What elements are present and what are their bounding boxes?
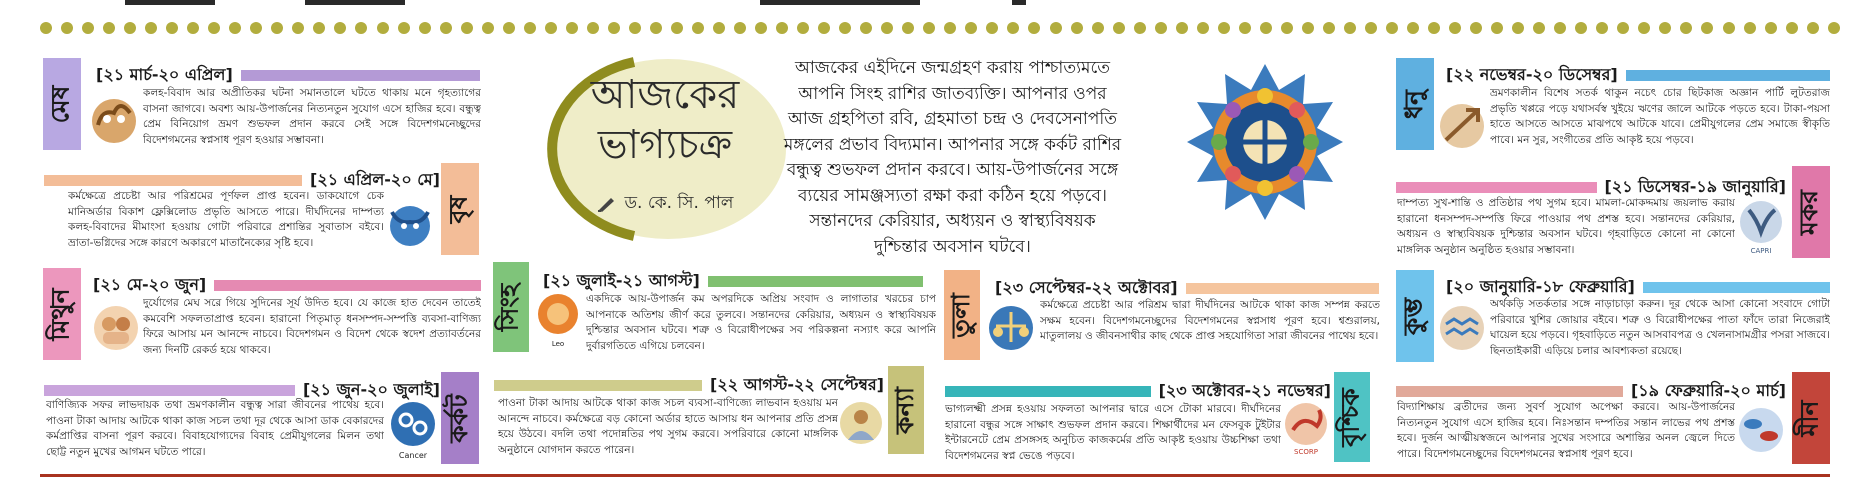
cropped-image-fragment bbox=[125, 0, 215, 5]
divider-dot bbox=[503, 22, 515, 34]
divider-dot bbox=[1723, 22, 1735, 34]
sign-header-mesh bbox=[96, 62, 480, 89]
header-bar bbox=[945, 386, 1151, 397]
sign-text: দাম্পত্য সুখ-শান্তি ও প্রতিষ্ঠার পথ সুগম হবে। মামলা-মোকদ্দমায় জয়লাভ করায় হারানো ধনসম্পদ-সম্পত্তি ফিরে পাওয়ার পথ প্রশস্ত হবে। সন্তানদের কেরিয়ার, অধ্যয়ন ও স্বাস্থ্যবিষয়ক দুশ্চিন্তার অবসান ঘটবে। গৃহবাড়িতে কোনো না কোনো মাঙ্গলিক অনুষ্ঠান অনুষ্ঠিত হওয়ার সম্ভাবনা। bbox=[1397, 197, 1735, 256]
divider-dot bbox=[671, 22, 683, 34]
divider-dot bbox=[1176, 22, 1188, 34]
divider-dot bbox=[482, 22, 494, 34]
divider-dot bbox=[1365, 22, 1377, 34]
divider-dot bbox=[902, 22, 914, 34]
cancer-icon bbox=[388, 400, 438, 460]
divider-dot bbox=[776, 22, 788, 34]
sign-tag-brishchik bbox=[1334, 372, 1370, 462]
divider-dot bbox=[1323, 22, 1335, 34]
cropped-image-fragment bbox=[1012, 0, 1026, 5]
sign-tag-tula bbox=[944, 270, 980, 360]
sign-tag-mesh bbox=[43, 58, 81, 150]
divider-dot bbox=[208, 22, 220, 34]
sign-text: ভ্রমণকালীন বিশেষ সতর্ক থাকুন নচেৎ চোর ছিটকাজ অজ্ঞান পার্টি লুটতরাজ প্রভৃতি খপ্পরে পড়ে যথাসর্বস্ব খুইয়ে ঋণের জালে আটকে পড়তে হবে। টাকা-পয়সা হাতে আসতে আসতে মাঝপথে আটকে যাবে। প্রেমীযুগলের প্রেম সমাজে স্বীকৃতি পাবে। মন সুর, সংগীতের প্রতি আকৃষ্ট হয়ে পড়বে। bbox=[1490, 87, 1830, 146]
divider-dot bbox=[82, 22, 94, 34]
divider-dot bbox=[124, 22, 136, 34]
divider-dot bbox=[1092, 22, 1104, 34]
feature-title-line: ভাগ্যচক্র bbox=[597, 122, 733, 168]
divider-dot bbox=[229, 22, 241, 34]
leo-icon bbox=[535, 292, 581, 348]
divider-dot bbox=[881, 22, 893, 34]
divider-dot bbox=[355, 22, 367, 34]
divider-dot bbox=[818, 22, 830, 34]
sign-text: কলহ-বিবাদ আর অপ্রীতিকর ঘটনা সমানতালে ঘটতে থাকায় মনে গৃহত্যাগের বাসনা জাগবে। অবশ্য আয়-উপার্জনের নিত্যনতুন সুযোগ এসে হাজির হবে। বন্ধুত্ব প্রেম বিনিয়োগ ভ্রমণ শুভফল প্রদান করবে সেই সঙ্গে বিদেশগমনেচ্ছুদের বিদেশগমনের স্বপ্নসাধ পূরণ হওয়ার সম্ভাবনা। bbox=[143, 87, 481, 146]
dotted-divider bbox=[40, 22, 1840, 36]
header-bar bbox=[1396, 182, 1597, 193]
sign-date: [২১ মার্চ-২০ এপ্রিল] bbox=[96, 65, 233, 84]
sign-header-singha bbox=[543, 268, 923, 295]
divider-dot bbox=[965, 22, 977, 34]
divider-dot bbox=[1533, 22, 1545, 34]
divider-dot bbox=[1113, 22, 1125, 34]
divider-dot bbox=[839, 22, 851, 34]
gemini-icon bbox=[90, 302, 142, 354]
divider-dot bbox=[250, 22, 262, 34]
divider-dot bbox=[313, 22, 325, 34]
sign-name: মকর bbox=[1794, 189, 1824, 235]
divider-dot bbox=[1407, 22, 1419, 34]
sign-name: মেষ bbox=[45, 85, 75, 123]
header-bar bbox=[1626, 70, 1830, 81]
divider-dot bbox=[1218, 22, 1230, 34]
sign-name: বৃষ bbox=[443, 195, 473, 223]
sign-date: [২০ জানুয়ারি-১৮ ফেব্রুয়ারি] bbox=[1446, 277, 1635, 296]
divider-dot bbox=[1638, 22, 1650, 34]
divider-dot bbox=[1786, 22, 1798, 34]
divider-dot bbox=[734, 22, 746, 34]
divider-dot bbox=[334, 22, 346, 34]
divider-dot bbox=[1680, 22, 1692, 34]
divider-dot bbox=[1449, 22, 1461, 34]
sign-tag-brish bbox=[441, 163, 479, 255]
divider-dot bbox=[692, 22, 704, 34]
divider-dot bbox=[587, 22, 599, 34]
taurus-icon bbox=[384, 198, 436, 250]
divider-dot bbox=[1386, 22, 1398, 34]
sign-tag-mithun bbox=[43, 268, 81, 360]
sign-date: [২১ এপ্রিল-২০ মে] bbox=[310, 170, 440, 189]
divider-dot bbox=[1512, 22, 1524, 34]
capricorn-label: CAPRI bbox=[1750, 247, 1772, 255]
sign-name: ধনু bbox=[1398, 89, 1428, 119]
divider-dot bbox=[166, 22, 178, 34]
sign-text: বাণিজ্যিক সফর লাভদায়ক তথা ভ্রমণকালীন বন্ধুত্ব সারা জীবনের পাথেয় হবে। পাওনা টাকা আদায় আটকে থাকা কাজ সচল তথা দূর থেকে আসা ডাক বেকারদের কর্মপ্রাপ্তির বাসনা পূরণ করবে। বিবাহযোগ্যদের বিবাহ প্রেমীযুগলের মিলন তথা ছোট্ট নতুন মুখের আগমন ঘটতে পারে। bbox=[46, 399, 384, 458]
divider-dot bbox=[61, 22, 73, 34]
sign-date: [২১ জুন-২০ জুলাই] bbox=[302, 380, 440, 399]
sign-name: তুলা bbox=[945, 292, 975, 338]
aquarius-icon bbox=[1436, 302, 1488, 354]
divider-dot bbox=[1260, 22, 1272, 34]
sign-name: সিংহ bbox=[494, 283, 524, 331]
sign-text: একদিকে আয়-উপার্জন কম অপরদিকে অপ্রিয় সংবাদ ও লাগাতার খরচের চাপ আপনাকে অতিশয় জীর্ণ করে তুলবে। সন্তানদের কেরিয়ার, অধ্যয়ন ও স্বাস্থ্যবিষয়ক দুশ্চিন্তার অবসান ঘটবে। শত্রু ও বিরোধীপক্ষের সব পরিকল্পনা নস্যাৎ করে আপনি দুর্বারগতিতে এগিয়ে চলবেন। bbox=[586, 293, 936, 352]
divider-dot bbox=[1134, 22, 1146, 34]
header-bar bbox=[1396, 386, 1623, 397]
sign-text: বিদ্যাশিক্ষায় ব্রতীদের জন্য সুবর্ণ সুযোগ অপেক্ষা করবে। আয়-উপার্জনের নিত্যনতুন সুযোগ এসে হাজির হবে। নিঃসন্তান দম্পতির সন্তান লাভের পথ প্রশস্ত হবে। দুর্জন আত্মীয়স্বজনে আপনার সুখের সংসারে অশান্তির অনল জ্বেলে দিতে পারে। বিদেশগমনেচ্ছুদের বিদেশগমনের স্বপ্নসাধ পূরণ হবে। bbox=[1397, 401, 1735, 460]
cropped-image-fragment bbox=[760, 0, 920, 5]
sign-date: [২৩ অক্টোবর-২১ নভেম্বর] bbox=[1158, 381, 1331, 400]
divider-dot bbox=[923, 22, 935, 34]
sign-header-brishchik bbox=[945, 378, 1331, 405]
sign-name: বৃশ্চিক bbox=[1335, 387, 1365, 447]
scorpio-label: SCORP bbox=[1294, 448, 1318, 456]
header-bar bbox=[1186, 283, 1379, 294]
divider-dot bbox=[461, 22, 473, 34]
divider-dot bbox=[545, 22, 557, 34]
sign-date: [২২ নভেম্বর-২০ ডিসেম্বর] bbox=[1446, 65, 1618, 84]
divider-dot bbox=[1007, 22, 1019, 34]
divider-dot bbox=[398, 22, 410, 34]
divider-dot bbox=[755, 22, 767, 34]
sign-tag-makar bbox=[1792, 166, 1830, 258]
sign-name: মীন bbox=[1794, 400, 1824, 436]
sign-date: [২২ আগস্ট-২২ সেপ্টেম্বর] bbox=[710, 375, 884, 394]
sign-date: [২১ মে-২০ জুন] bbox=[93, 275, 207, 294]
divider-dot bbox=[1554, 22, 1566, 34]
divider-dot bbox=[1828, 22, 1840, 34]
sign-tag-meen bbox=[1792, 372, 1830, 464]
divider-dot bbox=[1617, 22, 1629, 34]
divider-dot bbox=[1701, 22, 1713, 34]
divider-dot bbox=[860, 22, 872, 34]
libra-icon bbox=[986, 302, 1036, 354]
sagittarius-icon bbox=[1436, 100, 1488, 152]
sign-text: পাওনা টাকা আদায় আটকে থাকা কাজ সচল ব্যবসা-বাণিজ্যে লাভবান হওয়ায় মন আনন্দে নাচবে। কর্মক্ষেত্রে বড় কোনো অর্ডার হাতে আসায় ধন আপনার প্রতি প্রসন্ন হয়ে উঠবে। বদলি তথা পদোন্নতির পথ সুগম করবে। সপরিবারে কোনো মাঙ্গলিক অনুষ্ঠানে যোগদান করতে পারেন। bbox=[498, 397, 838, 456]
divider-dot bbox=[1239, 22, 1251, 34]
divider-dot bbox=[629, 22, 641, 34]
divider-dot bbox=[1428, 22, 1440, 34]
sign-text: ভাগ্যলক্ষ্মী প্রসন্ন হওয়ায় সফলতা আপনার দ্বারে এসে টোকা মারবে। দীর্ঘদিনের হারানো বন্ধুর সঙ্গে সাক্ষাৎ শুভফল প্রদান করবে। শিক্ষার্থীদের মন ফেসবুক টুইটার ইন্টারনেটে প্রেম প্রসঙ্গসহ অনুচিত কাজকর্মের প্রতি আকৃষ্ট হওয়ায় উচ্চশিক্ষা তথা বিদেশগমনের স্বপ্ন ভেঙে পড়বে। bbox=[945, 403, 1281, 462]
sign-text: কর্মক্ষেত্রে প্রচেষ্টা আর পরিশ্রমের পূর্ণফল প্রাপ্ত হবেন। ডাকযোগে চেক মানিঅর্ডার বিকাশ ফ্লেক্সিলোড প্রভৃতি আসতে পারে। দীর্ঘদিনের দাম্পত্য কলহ-বিবাদের মীমাংসা হওয়ায় গোটা পরিবারে প্রশান্তির সুবাতাস বইবে। ভ্রাতা-ভগ্নিদের সঙ্গে কারণে অকারণে মাতানৈক্যের সৃষ্টি হবে। bbox=[68, 190, 384, 249]
sign-header-mithun bbox=[93, 272, 481, 299]
divider-dot bbox=[1281, 22, 1293, 34]
leo-label: Leo bbox=[551, 340, 565, 348]
sign-text: দুর্যোগের মেঘ সরে গিয়ে সুদিনের সূর্য উদিত হবে। যে কাজে হাত দেবেন তাতেই কমবেশি সফলতাপ্রাপ্ত হবেন। হারানো পিতৃমাতৃ ধনসম্পদ-সম্পত্তি ব্যবসা-বাণিজ্য ফিরে আসায় মন আনন্দে নাচবে। বিদেশগমন ও বিদেশ থেকে স্বদেশ প্রত্যাবর্তনের জন্য দিনটি রেকর্ড হয়ে থাকবে। bbox=[143, 297, 481, 356]
divider-dot bbox=[377, 22, 389, 34]
divider-dot bbox=[145, 22, 157, 34]
sign-name: কুম্ভ bbox=[1398, 297, 1428, 335]
feature-title bbox=[540, 70, 790, 170]
divider-dot bbox=[1028, 22, 1040, 34]
divider-dot bbox=[1596, 22, 1608, 34]
sign-name: কন্যা bbox=[889, 386, 919, 434]
divider-dot bbox=[1575, 22, 1587, 34]
sign-tag-karkat bbox=[441, 372, 479, 464]
divider-dot bbox=[944, 22, 956, 34]
divider-dot bbox=[1197, 22, 1209, 34]
virgo-icon bbox=[836, 398, 886, 448]
divider-dot bbox=[1050, 22, 1062, 34]
divider-dot bbox=[271, 22, 283, 34]
header-bar bbox=[708, 276, 923, 287]
sign-header-dhanu bbox=[1446, 62, 1830, 89]
divider-dot bbox=[103, 22, 115, 34]
divider-dot bbox=[440, 22, 452, 34]
sign-date: [১৯ ফেব্রুয়ারি-২০ মার্চ] bbox=[1630, 381, 1786, 400]
sign-tag-dhanu bbox=[1396, 58, 1434, 150]
divider-dot bbox=[650, 22, 662, 34]
divider-dot bbox=[40, 22, 52, 34]
divider-dot bbox=[1765, 22, 1777, 34]
sign-tag-singha bbox=[493, 262, 529, 352]
divider-dot bbox=[1659, 22, 1671, 34]
sign-date: [২১ ডিসেম্বর-১৯ জানুয়ারি] bbox=[1604, 177, 1786, 196]
divider-dot bbox=[1744, 22, 1756, 34]
divider-dot bbox=[524, 22, 536, 34]
divider-dot bbox=[986, 22, 998, 34]
divider-dot bbox=[1071, 22, 1083, 34]
divider-dot bbox=[1491, 22, 1503, 34]
divider-dot bbox=[419, 22, 431, 34]
scorpio-icon bbox=[1281, 400, 1331, 456]
divider-dot bbox=[1302, 22, 1314, 34]
pen-icon bbox=[597, 196, 617, 212]
sign-text: অর্থকড়ি সতর্কতার সঙ্গে নাড়াচাড়া করুন। দূর থেকে আসা কোনো সংবাদে গোটা পরিবারে খুশির জোয়ার বইবে। শত্রু ও বিরোধীপক্ষের পাতা ফাঁদে তারা নিজেরাই ঘায়েল হয়ে পড়বে। গৃহবাড়িতে নতুন আসবাবপত্র ও খেলনাসামগ্রীর পসরা সাজবে। ছিনতাইকারী এড়িয়ে চলার আবশ্যকতা রয়েছে। bbox=[1490, 298, 1830, 357]
divider-dot bbox=[1807, 22, 1819, 34]
bottom-rule bbox=[40, 474, 1830, 477]
cancer-label: Cancer bbox=[398, 451, 428, 460]
aries-icon bbox=[88, 95, 140, 147]
divider-dot bbox=[1470, 22, 1482, 34]
divider-dot bbox=[608, 22, 620, 34]
feature-intro-text: আজকের এইদিনে জন্মগ্রহণ করায় পাশ্চাত্যমতে আপনি সিংহ রাশির জাতব্যক্তি। আপনার ওপর আজ গ্রহপিতা রবি, গ্রহমাতা চন্দ্র ও দেবসেনাপতি মঙ্গলের প্রভাব বিদ্যমান। আপনার সঙ্গে কর্কট রাশির বন্ধুত্ব শুভফল প্রদান করবে। আয়-উপার্জনের সঙ্গে ব্যয়ের সামঞ্জস্যতা রক্ষা করা কঠিন হয়ে পড়বে। সন্তানদের কেরিয়ার, অধ্যয়ন ও স্বাস্থ্যবিষয়ক দুশ্চিন্তার অবসান ঘটবে। bbox=[783, 58, 1122, 257]
capricorn-icon bbox=[1735, 198, 1787, 256]
pisces-icon bbox=[1735, 404, 1787, 456]
header-bar bbox=[241, 70, 480, 81]
header-bar bbox=[494, 380, 702, 391]
sign-name: মিথুন bbox=[45, 287, 75, 341]
sign-tag-kanya bbox=[888, 366, 924, 454]
header-bar bbox=[214, 280, 481, 291]
divider-dot bbox=[1344, 22, 1356, 34]
divider-dot bbox=[713, 22, 725, 34]
sign-name: কর্কট bbox=[443, 393, 473, 443]
zodiac-wheel-icon bbox=[1185, 62, 1345, 222]
sign-tag-kumbha bbox=[1396, 270, 1434, 362]
sign-text: কর্মক্ষেত্রে প্রচেষ্টা আর পরিশ্রম দ্বারা দীর্ঘদিনের আটকে থাকা কাজ সম্পন্ন করতে সক্ষম হবেন। বিদেশগমনেচ্ছুদের বিদেশগমনের স্বপ্নসাধ পূরণ হবে। শ্বশুরালয়, মাতুলালয় ও জীবনসাথীর কাছ থেকে প্রাপ্ত সহযোগিতা সারা জীবনের পাথেয় হবে। bbox=[1040, 299, 1380, 342]
divider-dot bbox=[292, 22, 304, 34]
sign-date: [২৩ সেপ্টেম্বর-২২ অক্টোবর] bbox=[995, 278, 1178, 297]
author-name: ড. কে. সি. পাল bbox=[624, 193, 734, 213]
divider-dot bbox=[1155, 22, 1167, 34]
header-bar bbox=[1643, 282, 1830, 293]
sign-header-kanya bbox=[494, 372, 884, 399]
sign-date: [২১ জুলাই-২১ আগস্ট] bbox=[543, 271, 700, 290]
divider-dot bbox=[566, 22, 578, 34]
divider-dot bbox=[187, 22, 199, 34]
cropped-image-fragment bbox=[305, 0, 405, 5]
header-bar bbox=[44, 385, 295, 396]
feature-author bbox=[565, 190, 765, 218]
divider-dot bbox=[797, 22, 809, 34]
header-bar bbox=[44, 175, 302, 186]
feature-title-line: আজকের bbox=[590, 72, 740, 118]
